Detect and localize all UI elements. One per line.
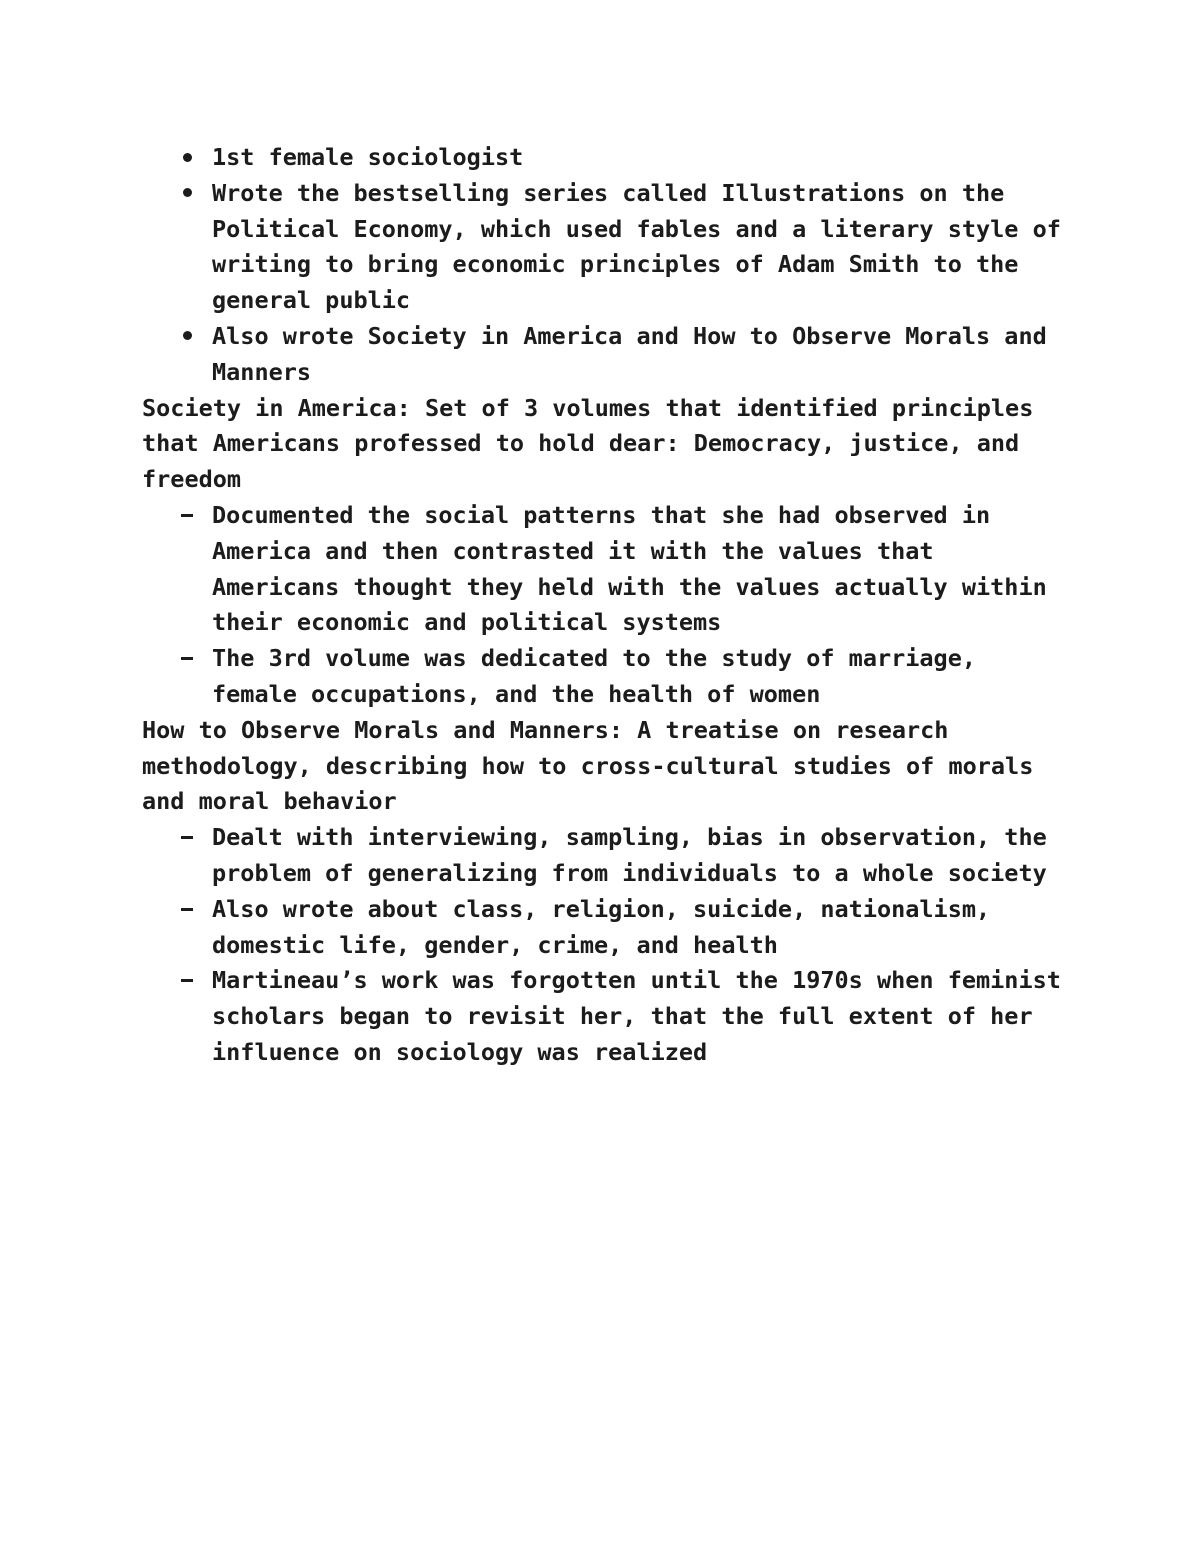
bullet-text: Also wrote Society in America and How to Observe Morals and Manners bbox=[212, 321, 1047, 386]
dash-text: Documented the social patterns that she had observed in America and then contrasted it with the values that Americans thought they held with the values actually within their economic and political systems bbox=[212, 500, 1047, 637]
dash-item bbox=[142, 963, 1062, 1070]
bullet-text: Wrote the bestselling series called Illustrations on the Political Economy, which used fables and a literary style of writing to bring economic principles of Adam Smith to the general public bbox=[212, 178, 1061, 315]
dash-icon bbox=[172, 963, 202, 999]
morals-and-manners-paragraph: How to Observe Morals and Manners: A treatise on research methodology, describing how to cross-cultural studies of morals and moral behavior bbox=[142, 715, 1034, 816]
dash-item bbox=[142, 498, 1062, 641]
dash-item bbox=[142, 641, 1062, 713]
dash-text: The 3rd volume was dedicated to the study of marriage, female occupations, and the health of women bbox=[212, 644, 977, 708]
bullet-item bbox=[142, 319, 1062, 391]
dash-text: Martineau’s work was forgotten until the 1970s when feminist scholars began to revisit her, that the full extent of her influence on sociology was realized bbox=[212, 966, 1061, 1066]
intro-bullet-list bbox=[142, 140, 1062, 391]
bullet-item bbox=[142, 140, 1062, 176]
dash-icon bbox=[172, 498, 202, 534]
dash-item bbox=[142, 820, 1062, 892]
society-in-america-points bbox=[142, 498, 1062, 713]
document-body bbox=[142, 140, 1062, 1071]
bullet-icon bbox=[172, 176, 202, 212]
dash-icon bbox=[172, 641, 202, 677]
dash-text: Also wrote about class, religion, suicide, nationalism, domestic life, gender, crime, and health bbox=[212, 894, 991, 959]
dash-icon bbox=[172, 820, 202, 856]
dash-text: Dealt with interviewing, sampling, bias in observation, the problem of generalizing from individuals to a whole society bbox=[212, 823, 1047, 887]
bullet-icon bbox=[172, 140, 202, 176]
morals-and-manners-points bbox=[142, 820, 1062, 1071]
dash-item bbox=[142, 892, 1062, 964]
bullet-icon bbox=[172, 319, 202, 355]
dash-icon bbox=[172, 892, 202, 928]
bullet-item bbox=[142, 176, 1062, 319]
bullet-text: 1st female sociologist bbox=[212, 143, 524, 171]
society-in-america-paragraph: Society in America: Set of 3 volumes that identified principles that Americans professed to hold dear: Democracy, justice, and freedom bbox=[142, 393, 1034, 494]
